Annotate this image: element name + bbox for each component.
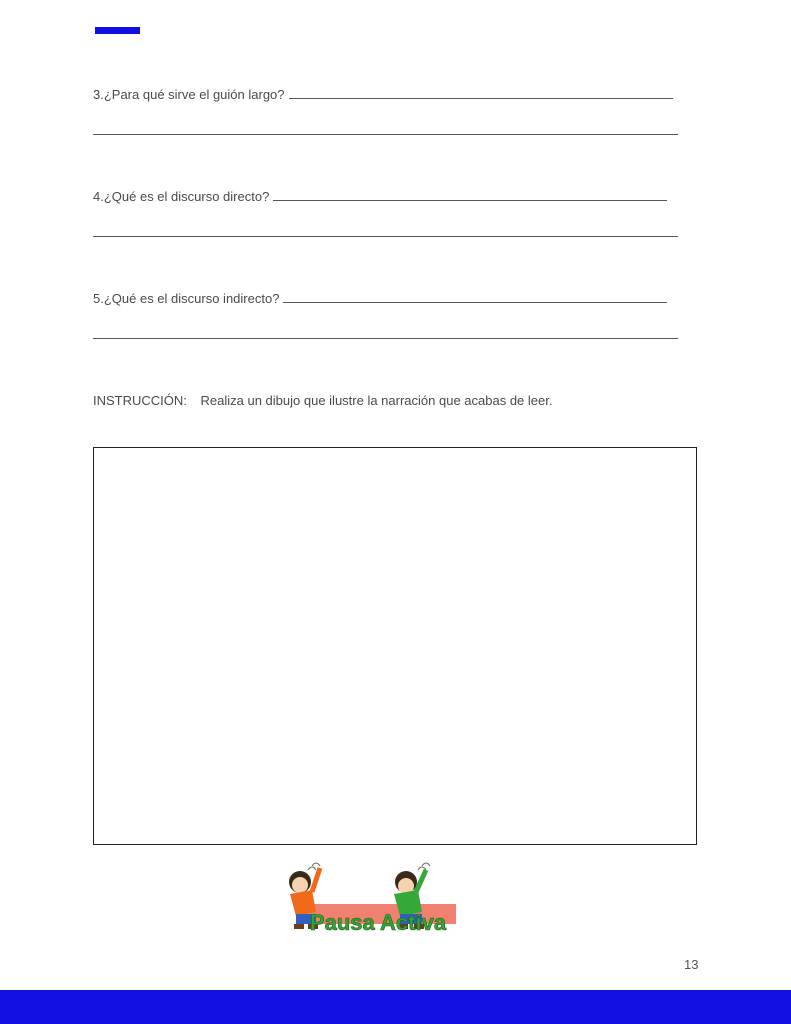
question-4-label: 4.¿Qué es el discurso directo?: [93, 189, 270, 204]
question-4-answer-line[interactable]: [93, 236, 678, 237]
question-5-answer-line[interactable]: [93, 338, 678, 339]
question-3-label: 3.¿Para qué sirve el guión largo?: [93, 87, 285, 102]
instruction: [93, 393, 552, 408]
bottom-accent-bar: [0, 990, 791, 1024]
question-5-answer-blank[interactable]: [283, 302, 667, 303]
instruction-text: Realiza un dibujo que ilustre la narración que acabas de leer.: [200, 393, 553, 408]
question-5: [93, 291, 667, 306]
instruction-label: INSTRUCCIÓN:: [93, 393, 187, 408]
question-3-answer-line[interactable]: [93, 134, 678, 135]
question-3: [93, 87, 673, 102]
pausa-activa-logo: [282, 860, 462, 938]
page-number: 13: [684, 957, 699, 972]
question-4-answer-blank[interactable]: [273, 200, 667, 201]
pausa-activa-text: Pausa Activa: [309, 910, 447, 935]
drawing-box[interactable]: [93, 447, 697, 845]
question-5-label: 5.¿Qué es el discurso indirecto?: [93, 291, 280, 306]
question-4: [93, 189, 667, 204]
question-3-answer-blank[interactable]: [289, 98, 673, 99]
pausa-activa-illustration: [282, 860, 462, 938]
top-accent-bar: [95, 27, 140, 34]
